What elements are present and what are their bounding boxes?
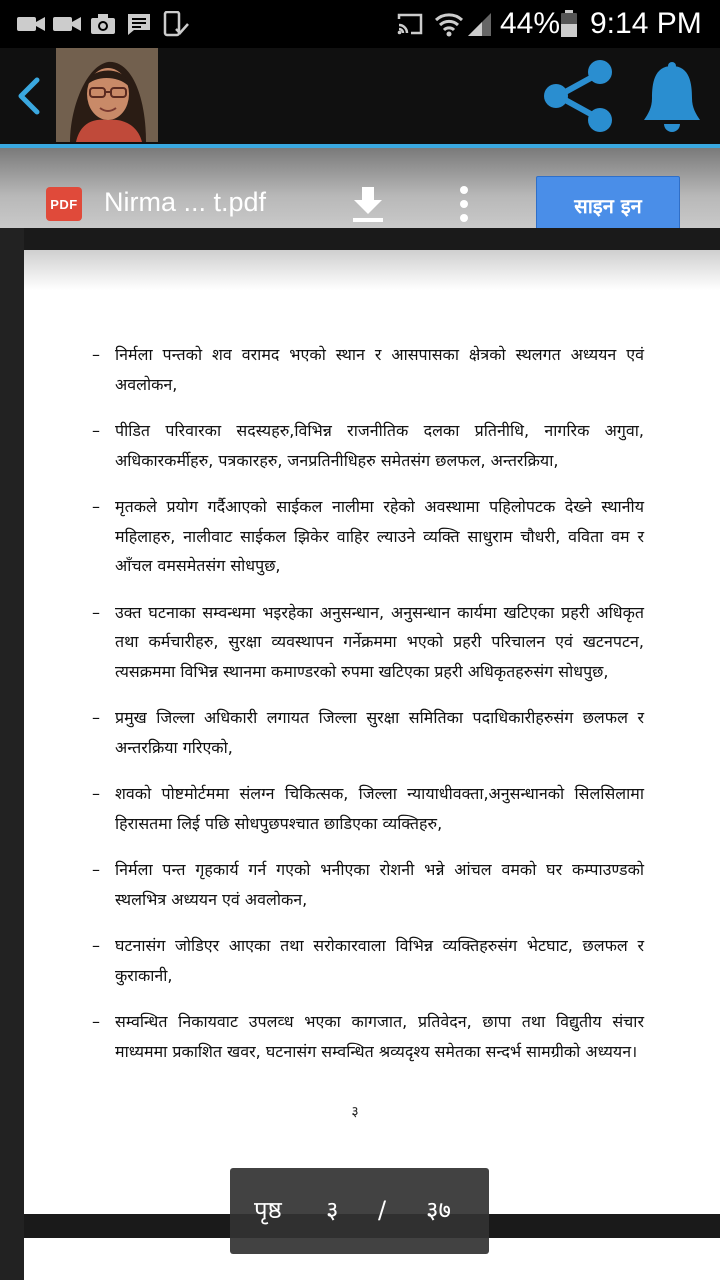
download-button[interactable] — [348, 184, 388, 224]
status-bar — [0, 0, 720, 48]
bullet-marker: – — [92, 1012, 100, 1031]
bullet-text: सम्वन्धित निकायवाट उपलव्ध भएका कागजात, प्रतिवेदन, छापा तथा विद्युतीय संचार माध्यममा प्रकाशित खवर, घटनासंग सम्वन्धित श्रव्यदृश्य समेतका सन्दर्भ सामग्रीको अध्ययन। — [115, 1012, 644, 1061]
page-label: पृष्ठ — [254, 1196, 282, 1224]
camera-icon — [90, 10, 116, 38]
bullet-text: शवको पोष्टमोर्टममा संलग्न चिकित्सक, जिल्ला न्यायाधीवक्ता,अनुसन्धानको सिलसिलामा हिरासतमा लिई पछि सोधपुछपश्चात छाडिएका व्यक्तिहरु, — [115, 784, 644, 833]
avatar[interactable] — [56, 48, 158, 142]
current-page: ३ — [326, 1196, 339, 1224]
list-item — [92, 416, 644, 475]
bullet-marker: – — [92, 708, 100, 727]
back-button[interactable] — [10, 72, 46, 120]
document-gutter — [0, 228, 24, 1280]
list-item — [92, 340, 644, 399]
bullet-marker: – — [92, 345, 100, 364]
signal-icon — [466, 10, 492, 38]
sign-in-button[interactable]: साइन इन — [536, 176, 680, 234]
video-icon — [16, 10, 46, 38]
bullet-text: निर्मला पन्त गृहकार्य गर्न गएको भनीएका रोशनी भन्ने आंचल वमको घर कम्पाउण्डको स्थलभित्र अध्ययन एवं अवलोकन, — [115, 860, 644, 909]
list-item — [92, 598, 644, 687]
list-item — [92, 931, 644, 990]
total-pages: ३७ — [426, 1196, 451, 1224]
share-button[interactable] — [540, 58, 616, 134]
battery-percent: 44% — [500, 7, 561, 40]
list-item — [92, 1007, 644, 1066]
bullet-text: घटनासंग जोडिएर आएका तथा सरोकारवाला विभिन्न व्यक्तिहरुसंग भेटघाट, छलफल र कुराकानी, — [115, 936, 644, 985]
list-item — [92, 492, 644, 581]
more-options-button[interactable] — [452, 184, 476, 224]
list-item — [92, 779, 644, 838]
page-separator — [24, 228, 720, 250]
phone-check-icon — [162, 10, 190, 38]
bullet-text: उक्त घटनाका सम्वन्धमा भइरहेका अनुसन्धान, अनुसन्धान कार्यमा खटिएका प्रहरी अधिकृत तथा कर्मचारीहरु, सुरक्षा व्यवस्थापन गर्नेक्रममा भएको प्रहरी परिचालन एवं खटनपटन, त्यसक्रममा विभिन्न स्थानमा कमाण्डरको रुपमा खटिएका प्रहरी अधिकृतहरुसंग सोधपुछ, — [115, 602, 644, 681]
bullet-marker: – — [92, 860, 100, 879]
bullet-marker: – — [92, 936, 100, 955]
clock: 9:14 PM — [590, 7, 702, 40]
more-vert-icon — [452, 184, 476, 224]
page-footer-number: ३ — [351, 1104, 359, 1120]
video-icon — [52, 10, 82, 38]
bullet-marker: – — [92, 602, 100, 622]
battery-icon — [560, 10, 578, 38]
cast-icon — [396, 10, 424, 38]
share-icon — [540, 58, 616, 134]
page-shadow — [24, 250, 720, 290]
list-item — [92, 855, 644, 914]
page-indicator — [230, 1168, 489, 1254]
bullet-marker: – — [92, 784, 100, 803]
bell-icon — [640, 58, 704, 134]
bullet-text: पीडित परिवारका सदस्यहरु,विभिन्न राजनीतिक दलका प्रतिनीधि, नागरिक अगुवा, अधिकारकर्मीहरु, पत्रकारहरु, जनप्रतिनीधिहरु समेतसंग छलफल, अन्तरक्रिया, — [115, 421, 644, 470]
bullet-text: मृतकले प्रयोग गर्दैआएको साईकल नालीमा रहेको अवस्थामा पहिलोपटक देख्ने स्थानीय महिलाहरु, नालीवाट साईकल झिकेर वाहिर ल्याउने व्यक्ति साधुराम चौधरी, वविता वम र आँचल वमसमेतसंग सोधपुछ, — [115, 497, 644, 575]
bullet-text: निर्मला पन्तको शव वरामद भएको स्थान र आसपासका क्षेत्रको स्थलगत अध्ययन एवं अवलोकन, — [115, 345, 644, 394]
message-icon — [126, 10, 152, 38]
bullet-text: प्रमुख जिल्ला अधिकारी लगायत जिल्ला सुरक्षा समितिका पदाधिकारीहरुसंग छलफल र अन्तरक्रिया गरिएको, — [115, 708, 644, 757]
list-item — [92, 703, 644, 762]
bullet-marker: – — [92, 497, 100, 516]
notification-button[interactable] — [640, 58, 704, 134]
pdf-icon: PDF — [46, 187, 82, 221]
bullet-marker: – — [92, 421, 100, 440]
chevron-left-icon — [15, 76, 41, 116]
bullet-list — [92, 340, 644, 1083]
download-icon — [348, 184, 388, 224]
page-separator-slash: / — [378, 1196, 387, 1224]
file-name: Nirma ... t.pdf — [104, 187, 267, 217]
wifi-icon — [434, 10, 464, 38]
